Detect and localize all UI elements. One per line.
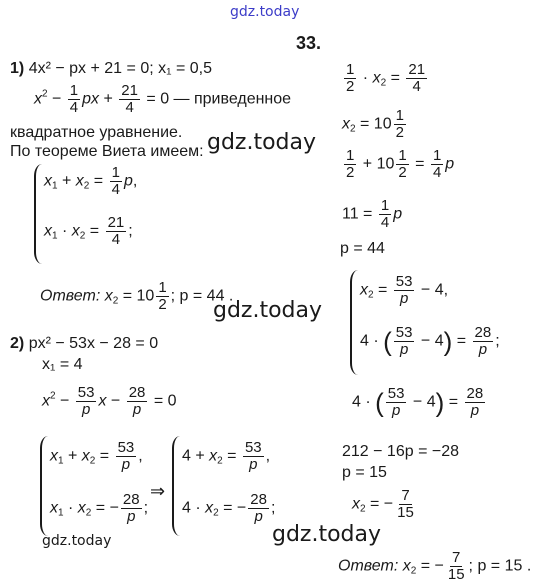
part1-system-brace: [34, 164, 44, 264]
part2-r-equation: 4 · ( $\frac{53}{p}$ − 4) = $\frac{28}{p}$: [352, 385, 484, 419]
part1-r-line3: $\frac{1}{2}$ + 10 $\frac{1}{2}$ = $\frac{1}{4}$ p: [346, 147, 455, 181]
part2-answer: Ответ: $x_2$ = − $\frac{7}{15}$ ; p = 15 .: [338, 549, 532, 583]
part2-vieta-sum: $x_1 + x_2$ = $\frac{53}{p}$ ,: [50, 439, 143, 473]
part2-system2-line2: $4 \cdot x_2$ = − $\frac{28}{p}$ ;: [182, 491, 276, 525]
part2-reduced-equation: $x^2$ − $\frac{53}{p}$ x − $\frac{28}{p}$ = 0: [42, 384, 177, 418]
part2-system3-line1: $x_2$ = $\frac{53}{p}$ − 4,: [360, 273, 449, 307]
part1-reduced-equation: $x^2$ − $\frac{1}{4}$ px + $\frac{21}{4}$ = 0 — приведенное: [34, 82, 292, 116]
part2-equation: px² − 53x − 28 = 0: [28, 335, 159, 352]
part2-x2: $x_2$ = − $\frac{7}{15}$: [352, 487, 414, 521]
part2-p15: p = 15: [342, 464, 387, 481]
part2-x1: x₁ = 4: [42, 356, 83, 373]
part1-label: 1): [10, 60, 25, 77]
part1-r-line2: $x_2 = 10$ $\frac{1}{2}$: [342, 107, 404, 141]
part1-reduced-text: — приведенное: [173, 90, 292, 108]
part1-answer: Ответ: $x_2 = 10$ $\frac{1}{2}$ ; p = 44 .: [40, 279, 234, 313]
watermark-3: gdz.today: [42, 533, 112, 549]
watermark-4: gdz.today: [272, 522, 382, 547]
part2-implies-arrow: ⇒: [150, 481, 166, 501]
part2-system-brace-1: [40, 436, 50, 536]
part1-vieta-text: По теореме Виета имеем:: [10, 143, 204, 160]
part2-line212: 212 − 16p = −28: [342, 443, 459, 460]
part1-answer-label: Ответ:: [40, 287, 101, 305]
part1-equation: 4x² − px + 21 = 0; x₁ = 0,5: [28, 60, 212, 77]
part1-vieta-product: $x_1 \cdot x_2$ = $\frac{21}{4}$ ;: [44, 214, 133, 248]
part2-system3-brace: [350, 270, 360, 375]
watermark-2: gdz.today: [213, 298, 323, 323]
part2-label: 2): [10, 335, 25, 352]
part1-vieta-sum: $x_1 + x_2$ = $\frac{1}{4}$ p,: [44, 164, 138, 198]
part1-r-p44: p = 44: [340, 240, 385, 257]
part2-vieta-product: $x_1 \cdot x_2$ = − $\frac{28}{p}$ ;: [50, 491, 149, 525]
part2-answer-label: Ответ:: [338, 557, 399, 575]
part2-system3-line2: 4 · ( $\frac{53}{p}$ − 4) = $\frac{28}{p}$ ;: [360, 324, 500, 358]
part1-reduced-text2: квадратное уравнение.: [10, 124, 183, 141]
part2-equation-line: [10, 335, 158, 353]
part1-r-line1: $\frac{1}{2}$ · $x_2$ = $\frac{21}{4}$: [346, 61, 426, 95]
part2-answer-tail: ; p = 15 .: [468, 557, 532, 575]
part1-r-line4: 11 = $\frac{1}{4}$ p: [342, 197, 403, 231]
part1-equation-line: [10, 60, 212, 78]
watermark-1: gdz.today: [207, 130, 317, 155]
problem-number: 33.: [296, 33, 322, 53]
part1-answer-text: p = 44 .: [179, 287, 234, 305]
watermark-top: gdz.today: [230, 4, 300, 20]
part2-system-brace-2: [172, 436, 182, 536]
part2-system2-line1: $4 + x_2$ = $\frac{53}{p}$ ,: [182, 439, 271, 473]
